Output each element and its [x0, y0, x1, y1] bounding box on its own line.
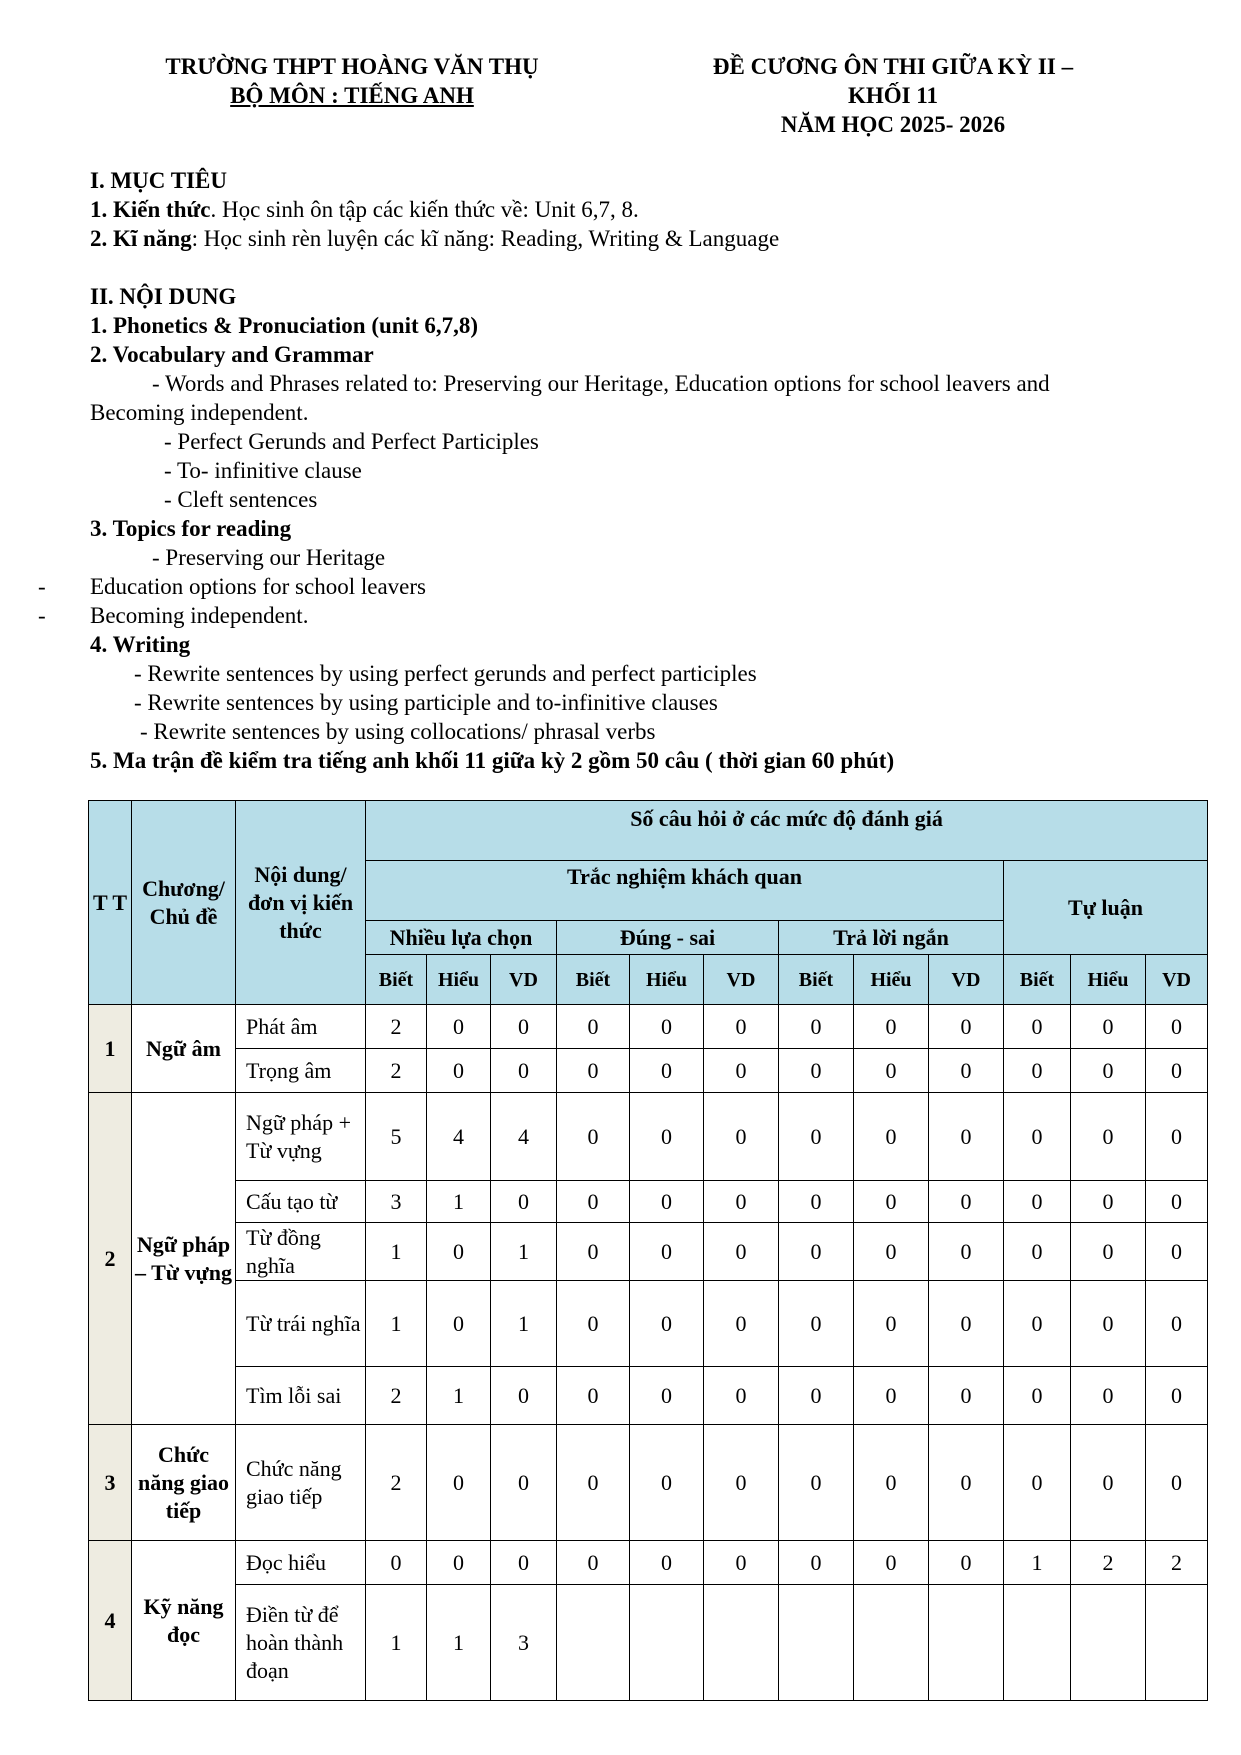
value-cell: 0 [630, 1181, 704, 1223]
value-cell: 0 [630, 1005, 704, 1049]
value-cell: 0 [929, 1049, 1004, 1093]
value-cell: 0 [1146, 1223, 1208, 1281]
table-row [89, 1181, 1208, 1223]
value-cell: 0 [630, 1541, 704, 1585]
value-cell: 0 [779, 1281, 854, 1367]
chapter-cell: Chức năng giao tiếp [132, 1425, 236, 1541]
value-cell [1071, 1585, 1146, 1701]
value-cell: 0 [557, 1093, 630, 1181]
table-row [89, 1093, 1208, 1181]
level-header: Biết [1004, 955, 1071, 1005]
value-cell: 0 [557, 1367, 630, 1425]
school-name: TRƯỜNG THPT HOÀNG VĂN THỤ [165, 54, 539, 79]
value-cell: 0 [1004, 1223, 1071, 1281]
header-tt: T T [89, 801, 132, 1005]
topic-cell: Từ đồng nghĩa [236, 1223, 366, 1281]
table-row [89, 1223, 1208, 1281]
header-true-false: Đúng - sai [557, 921, 779, 955]
value-cell: 0 [929, 1181, 1004, 1223]
table-row [89, 1425, 1208, 1541]
value-cell: 0 [630, 1281, 704, 1367]
reading-topic: - Education options for school leavers [38, 574, 426, 599]
grammar-item: - To- infinitive clause [164, 458, 362, 483]
level-header: VD [1146, 955, 1208, 1005]
value-cell: 0 [854, 1049, 929, 1093]
topic-cell: Phát âm [236, 1005, 366, 1049]
value-cell: 0 [557, 1049, 630, 1093]
group-number: 3 [89, 1425, 132, 1541]
value-cell: 3 [491, 1585, 557, 1701]
topic-cell: Trọng âm [236, 1049, 366, 1093]
value-cell: 0 [929, 1093, 1004, 1181]
topic-cell: Đọc hiểu [236, 1541, 366, 1585]
title-line-3: NĂM HỌC 2025- 2026 [780, 112, 1006, 137]
value-cell: 0 [427, 1541, 491, 1585]
value-cell [929, 1585, 1004, 1701]
value-cell: 0 [1071, 1005, 1146, 1049]
value-cell: 0 [1146, 1281, 1208, 1367]
table-row [89, 1049, 1208, 1093]
content-heading: II. NỘI DUNG [90, 284, 237, 309]
value-cell: 2 [366, 1425, 427, 1541]
level-header: Hiểu [630, 955, 704, 1005]
value-cell [1004, 1585, 1071, 1701]
value-cell: 1 [1004, 1541, 1071, 1585]
section-objectives [90, 166, 1210, 253]
topic-cell: Điền từ để hoàn thành đoạn [236, 1585, 366, 1701]
value-cell: 0 [1146, 1049, 1208, 1093]
value-cell: 0 [854, 1367, 929, 1425]
value-cell: 0 [779, 1093, 854, 1181]
section-content [38, 282, 1210, 775]
value-cell: 0 [704, 1093, 779, 1181]
value-cell: 0 [779, 1367, 854, 1425]
value-cell: 0 [1004, 1367, 1071, 1425]
value-cell: 0 [557, 1005, 630, 1049]
value-cell: 2 [366, 1049, 427, 1093]
reading-topic: - Becoming independent. [38, 603, 309, 628]
value-cell: 0 [366, 1541, 427, 1585]
value-cell: 0 [491, 1005, 557, 1049]
level-header: Biết [779, 955, 854, 1005]
header-question-count: Số câu hỏi ở các mức độ đánh giá [366, 801, 1208, 861]
level-header: VD [929, 955, 1004, 1005]
value-cell: 0 [929, 1367, 1004, 1425]
value-cell: 0 [630, 1049, 704, 1093]
value-cell: 0 [1004, 1425, 1071, 1541]
header-objective: Trắc nghiệm khách quan [366, 861, 1004, 921]
level-header: VD [491, 955, 557, 1005]
grammar-item: - Cleft sentences [164, 487, 318, 512]
header-short-answer: Trả lời ngắn [779, 921, 1004, 955]
value-cell: 0 [1146, 1425, 1208, 1541]
value-cell [1146, 1585, 1208, 1701]
level-header: VD [704, 955, 779, 1005]
level-header: Hiểu [1071, 955, 1146, 1005]
value-cell: 0 [704, 1181, 779, 1223]
value-cell: 2 [1146, 1541, 1208, 1585]
value-cell: 0 [779, 1181, 854, 1223]
reading-heading: 3. Topics for reading [90, 516, 292, 541]
writing-heading: 4. Writing [90, 632, 191, 657]
value-cell: 2 [1071, 1541, 1146, 1585]
value-cell: 0 [929, 1223, 1004, 1281]
value-cell: 0 [854, 1425, 929, 1541]
topic-cell: Từ trái nghĩa [236, 1281, 366, 1367]
value-cell: 0 [427, 1005, 491, 1049]
value-cell: 0 [929, 1541, 1004, 1585]
value-cell: 1 [427, 1585, 491, 1701]
reading-topic: - Preserving our Heritage [152, 545, 386, 570]
header-content: Nội dung/ đơn vị kiến thức [236, 801, 366, 1005]
value-cell: 2 [366, 1005, 427, 1049]
value-cell: 5 [366, 1093, 427, 1181]
value-cell: 0 [427, 1281, 491, 1367]
value-cell: 0 [557, 1223, 630, 1281]
objective-knowledge: 1. Kiến thức. Học sinh ôn tập các kiến thức về: Unit 6,7, 8. [90, 197, 639, 222]
value-cell: 3 [366, 1181, 427, 1223]
value-cell: 0 [854, 1281, 929, 1367]
value-cell: 1 [366, 1281, 427, 1367]
value-cell: 0 [630, 1425, 704, 1541]
value-cell: 0 [1071, 1093, 1146, 1181]
value-cell [854, 1585, 929, 1701]
matrix-body [89, 801, 1208, 1701]
value-cell: 0 [427, 1425, 491, 1541]
school-header [152, 52, 552, 110]
group-number: 1 [89, 1005, 132, 1093]
value-cell: 0 [704, 1367, 779, 1425]
value-cell: 0 [704, 1223, 779, 1281]
value-cell: 1 [427, 1367, 491, 1425]
title-line-1: ĐỀ CƯƠNG ÔN THI GIỮA KỲ II – [712, 54, 1074, 79]
value-cell: 0 [1071, 1367, 1146, 1425]
objective-skills: 2. Kĩ năng: Học sinh rèn luyện các kĩ năng: Reading, Writing & Language [90, 226, 780, 251]
topic-cell: Chức năng giao tiếp [236, 1425, 366, 1541]
value-cell: 0 [491, 1367, 557, 1425]
value-cell: 0 [854, 1005, 929, 1049]
value-cell: 0 [704, 1005, 779, 1049]
value-cell: 0 [557, 1181, 630, 1223]
vocab-topics-line-2: Becoming independent. [90, 400, 309, 425]
level-header: Biết [557, 955, 630, 1005]
header-chapter: Chương/ Chủ đề [132, 801, 236, 1005]
value-cell: 0 [854, 1093, 929, 1181]
value-cell: 0 [1146, 1005, 1208, 1049]
level-header: Hiểu [427, 955, 491, 1005]
value-cell: 0 [1071, 1281, 1146, 1367]
value-cell [779, 1585, 854, 1701]
value-cell: 0 [491, 1425, 557, 1541]
value-cell: 0 [779, 1425, 854, 1541]
phonetics-heading: 1. Phonetics & Pronuciation (unit 6,7,8) [90, 313, 479, 338]
writing-item: - Rewrite sentences by using perfect gerunds and perfect participles [134, 661, 757, 686]
value-cell: 4 [427, 1093, 491, 1181]
value-cell: 1 [366, 1585, 427, 1701]
value-cell: 0 [1004, 1093, 1071, 1181]
value-cell: 0 [704, 1281, 779, 1367]
level-header: Biết [366, 955, 427, 1005]
value-cell: 0 [779, 1049, 854, 1093]
value-cell [557, 1585, 630, 1701]
value-cell: 0 [929, 1005, 1004, 1049]
chapter-cell: Kỹ năng đọc [132, 1541, 236, 1701]
value-cell: 0 [1071, 1181, 1146, 1223]
value-cell: 0 [1071, 1223, 1146, 1281]
header-multiple-choice: Nhiều lựa chọn [366, 921, 557, 955]
group-number: 4 [89, 1541, 132, 1701]
value-cell: 0 [1146, 1181, 1208, 1223]
value-cell: 0 [557, 1281, 630, 1367]
value-cell: 1 [366, 1223, 427, 1281]
value-cell: 0 [1071, 1049, 1146, 1093]
value-cell: 0 [1004, 1281, 1071, 1367]
value-cell: 0 [704, 1541, 779, 1585]
topic-cell: Ngữ pháp + Từ vựng [236, 1093, 366, 1181]
value-cell [704, 1585, 779, 1701]
vocab-topics-line-1: - Words and Phrases related to: Preserving our Heritage, Education options for school leavers and [152, 371, 1050, 396]
value-cell: 0 [929, 1425, 1004, 1541]
writing-item: - Rewrite sentences by using collocations/ phrasal verbs [140, 719, 656, 744]
chapter-cell: Ngữ pháp – Từ vựng [132, 1093, 236, 1425]
topic-cell: Tìm lỗi sai [236, 1367, 366, 1425]
value-cell: 0 [427, 1223, 491, 1281]
value-cell: 0 [854, 1223, 929, 1281]
value-cell: 0 [779, 1223, 854, 1281]
value-cell: 2 [366, 1367, 427, 1425]
value-cell: 1 [427, 1181, 491, 1223]
objectives-heading: I. MỤC TIÊU [90, 168, 227, 193]
value-cell [630, 1585, 704, 1701]
value-cell: 0 [427, 1049, 491, 1093]
value-cell: 0 [854, 1181, 929, 1223]
matrix-heading: 5. Ma trận đề kiểm tra tiếng anh khối 11 giữa kỳ 2 gồm 50 câu ( thời gian 60 phút) [90, 748, 895, 773]
table-row [89, 1541, 1208, 1585]
value-cell: 0 [557, 1425, 630, 1541]
table-row [89, 1005, 1208, 1049]
topic-cell: Cấu tạo từ [236, 1181, 366, 1223]
level-header: Hiểu [854, 955, 929, 1005]
value-cell: 0 [1146, 1367, 1208, 1425]
group-number: 2 [89, 1093, 132, 1425]
header-essay: Tự luận [1004, 861, 1208, 955]
value-cell: 0 [557, 1541, 630, 1585]
value-cell: 0 [1004, 1049, 1071, 1093]
value-cell: 0 [630, 1093, 704, 1181]
value-cell: 0 [779, 1541, 854, 1585]
value-cell: 0 [779, 1005, 854, 1049]
value-cell: 0 [630, 1367, 704, 1425]
value-cell: 0 [491, 1049, 557, 1093]
exam-matrix-table [88, 800, 1208, 1701]
value-cell: 1 [491, 1223, 557, 1281]
table-row [89, 1281, 1208, 1367]
value-cell: 1 [491, 1281, 557, 1367]
department-name: BỘ MÔN : TIẾNG ANH [230, 83, 474, 108]
value-cell: 0 [630, 1223, 704, 1281]
table-row [89, 1367, 1208, 1425]
value-cell: 0 [704, 1049, 779, 1093]
value-cell: 0 [491, 1181, 557, 1223]
value-cell: 0 [1004, 1181, 1071, 1223]
table-row [89, 1585, 1208, 1701]
chapter-cell: Ngữ âm [132, 1005, 236, 1093]
value-cell: 0 [491, 1541, 557, 1585]
value-cell: 0 [1004, 1005, 1071, 1049]
value-cell: 0 [1071, 1425, 1146, 1541]
value-cell: 0 [929, 1281, 1004, 1367]
grammar-item: - Perfect Gerunds and Perfect Participles [164, 429, 539, 454]
value-cell: 0 [854, 1541, 929, 1585]
value-cell: 0 [1146, 1093, 1208, 1181]
vocab-heading: 2. Vocabulary and Grammar [90, 342, 374, 367]
document-title [668, 52, 1118, 139]
writing-item: - Rewrite sentences by using participle and to-infinitive clauses [134, 690, 718, 715]
value-cell: 0 [704, 1425, 779, 1541]
value-cell: 4 [491, 1093, 557, 1181]
title-line-2: KHỐI 11 [847, 83, 939, 108]
